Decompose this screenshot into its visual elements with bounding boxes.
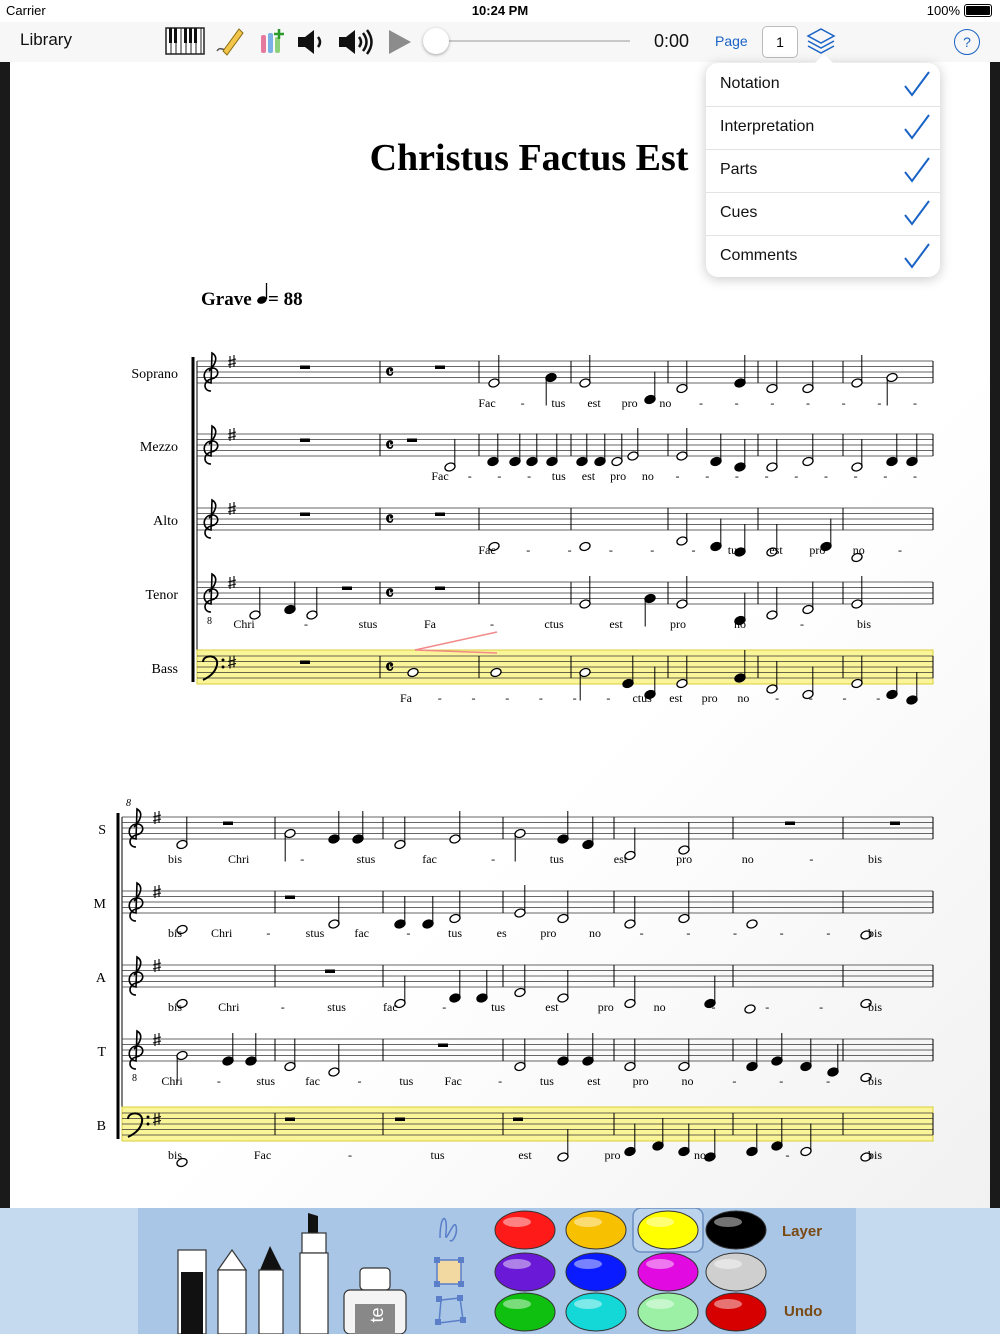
lyric-syllable: pro xyxy=(670,617,686,631)
lyric-syllable: bis xyxy=(167,1148,183,1162)
lyric-syllable: bis xyxy=(867,926,883,940)
pencil-white-icon[interactable] xyxy=(218,1250,246,1334)
lyric-syllable: - xyxy=(639,926,644,940)
octave-mark: 8 xyxy=(207,616,212,627)
lyric-syllable: - xyxy=(406,926,411,940)
rest xyxy=(325,970,335,974)
lyric-syllable: - xyxy=(800,617,804,631)
lyric-syllable: est xyxy=(613,852,628,866)
color-swatch[interactable] xyxy=(495,1253,555,1291)
lyric-syllable: Chri xyxy=(210,926,233,940)
layer-item-label: Notation xyxy=(720,75,780,92)
lyric-syllable: tus xyxy=(539,1074,554,1088)
lyric-syllable: - xyxy=(357,1074,362,1088)
lyric-syllable: fac xyxy=(422,852,437,866)
lyric-syllable: pro xyxy=(604,1148,621,1162)
undo-button[interactable]: Undo xyxy=(784,1303,823,1320)
color-swatch[interactable] xyxy=(706,1253,766,1291)
rest xyxy=(300,439,310,443)
lyric-syllable: tus xyxy=(491,1000,506,1014)
staff-mezzo xyxy=(140,426,933,483)
checkmark-icon xyxy=(902,155,932,185)
part-name: A xyxy=(95,971,106,986)
lyric-syllable: - xyxy=(779,926,784,940)
lyric-syllable: bis xyxy=(867,1074,883,1088)
lyric-syllable: - xyxy=(764,469,769,483)
score-system xyxy=(94,798,933,1168)
lyric-syllable: - xyxy=(883,469,888,483)
part-name: T xyxy=(97,1045,106,1060)
lyric-syllable: no xyxy=(737,691,750,705)
swatch-fill xyxy=(706,1253,766,1291)
playback-time: 0:00 xyxy=(654,31,690,51)
lyric-syllable: bis xyxy=(856,617,872,631)
rest xyxy=(435,513,445,517)
swatch-fill xyxy=(638,1293,698,1331)
freehand-stroke-icon[interactable] xyxy=(440,1219,456,1241)
lyric-syllable: - xyxy=(819,1000,824,1014)
part-name: Soprano xyxy=(131,367,178,382)
measure-number: 8 xyxy=(126,798,131,809)
lyric-syllable: - xyxy=(705,469,710,483)
rest xyxy=(285,896,295,900)
lyric-syllable: bis xyxy=(167,926,183,940)
lyric-syllable: - xyxy=(711,1000,716,1014)
highlighter-white-icon[interactable] xyxy=(300,1213,328,1334)
lyric-syllable: - xyxy=(498,1074,503,1088)
lyric-syllable: - xyxy=(775,691,780,705)
color-swatch[interactable] xyxy=(566,1293,626,1331)
key-sharp-icon xyxy=(153,885,161,898)
lyric-syllable: stus xyxy=(327,1000,346,1014)
lyric-syllable: Fac xyxy=(478,543,496,557)
bass-clef-dot xyxy=(222,659,225,662)
swatch-gloss xyxy=(646,1259,674,1269)
lyric-syllable: pro xyxy=(809,543,826,557)
carrier-label: Carrier xyxy=(6,3,46,18)
swatch-fill xyxy=(566,1293,626,1331)
lyric-syllable: Fa xyxy=(424,617,436,631)
swatch-gloss xyxy=(503,1299,531,1309)
common-time-icon: 𝄴 xyxy=(385,583,394,605)
palette-tools xyxy=(0,1208,1000,1334)
staff-m xyxy=(94,883,933,940)
color-swatch[interactable] xyxy=(638,1293,698,1331)
swatch-gloss xyxy=(714,1259,742,1269)
key-sharp-icon xyxy=(153,811,161,824)
lyric-syllable: est xyxy=(581,469,596,483)
rest xyxy=(785,822,795,826)
lyric-syllable: - xyxy=(785,1148,790,1162)
rest xyxy=(300,366,310,370)
part-name: Alto xyxy=(153,514,178,529)
lyric-syllable: - xyxy=(497,469,502,483)
lyric-syllable: - xyxy=(823,469,828,483)
lyric-syllable: pro xyxy=(632,1074,649,1088)
lyric-syllable: stus xyxy=(356,852,376,866)
swatch-gloss xyxy=(714,1217,742,1227)
part-name: Bass xyxy=(151,662,178,677)
layer-item-label: Interpretation xyxy=(720,118,815,135)
tempo-quarter-note-icon xyxy=(256,283,268,305)
checkmark-icon xyxy=(902,198,932,228)
lyric-syllable: tus xyxy=(447,926,463,940)
lyric-syllable: fac xyxy=(305,1074,320,1088)
layer-item-parts[interactable] xyxy=(706,149,940,193)
rest xyxy=(513,1118,523,1122)
lyric-syllable: stus xyxy=(358,617,378,631)
checkmark-icon xyxy=(902,69,932,99)
lyric-syllable: - xyxy=(910,691,914,705)
swatch-fill xyxy=(706,1293,766,1331)
rest xyxy=(435,366,445,370)
swatch-gloss xyxy=(646,1217,674,1227)
lyric-syllable: - xyxy=(437,691,442,705)
rest xyxy=(285,1118,295,1122)
rest xyxy=(342,587,352,591)
lyric-syllable: - xyxy=(304,617,308,631)
note-head xyxy=(746,919,758,930)
lyric-syllable: - xyxy=(608,543,613,557)
lyric-syllable: bis xyxy=(167,1000,183,1014)
lyric-syllable: - xyxy=(490,617,494,631)
score-system xyxy=(131,353,933,705)
lyric-syllable: - xyxy=(567,543,572,557)
lyric-syllable: no xyxy=(659,396,672,410)
swatch-gloss xyxy=(646,1299,674,1309)
key-sharp-icon xyxy=(228,502,236,515)
common-time-icon: 𝄴 xyxy=(385,362,394,384)
swatch-fill xyxy=(495,1293,555,1331)
bass-clef-dot xyxy=(222,666,225,669)
lyric-syllable: fac xyxy=(354,926,369,940)
layer-item-interpretation[interactable] xyxy=(706,106,940,150)
lyric-syllable: bis xyxy=(167,852,183,866)
lyric-syllable: - xyxy=(280,1000,285,1014)
swatch-gloss xyxy=(503,1259,531,1269)
lyric-syllable: bis xyxy=(867,852,883,866)
lyric-syllable: no xyxy=(681,1074,694,1088)
key-sharp-icon xyxy=(153,959,161,972)
lyric-syllable: - xyxy=(520,396,525,410)
lyric-syllable: Fac xyxy=(478,396,496,410)
lyric-syllable: - xyxy=(691,543,696,557)
color-swatch[interactable] xyxy=(706,1293,766,1331)
bass-clef-dot xyxy=(147,1123,150,1126)
checkmark-icon xyxy=(902,112,932,142)
bass-clef-dot xyxy=(147,1116,150,1119)
color-swatch[interactable] xyxy=(638,1253,698,1291)
common-time-icon: 𝄴 xyxy=(385,509,394,531)
lyric-syllable: tus xyxy=(430,1148,445,1162)
key-sharp-icon xyxy=(228,355,236,368)
lyric-syllable: - xyxy=(877,396,882,410)
rest xyxy=(223,822,233,826)
key-sharp-icon xyxy=(153,1033,161,1046)
key-sharp-icon xyxy=(228,576,236,589)
layer-item-comments[interactable] xyxy=(706,235,940,278)
lyric-syllable: - xyxy=(606,691,611,705)
lyric-syllable: - xyxy=(491,852,496,866)
lyric-syllable: ctus xyxy=(544,617,564,631)
staff-t xyxy=(97,1031,933,1088)
battery-percent: 100% xyxy=(926,3,960,18)
color-swatch[interactable] xyxy=(566,1211,626,1249)
swatch-gloss xyxy=(574,1259,602,1269)
checkmark-icon xyxy=(902,241,932,271)
lyric-syllable: tus xyxy=(551,469,566,483)
lyric-syllable: - xyxy=(841,396,846,410)
lyric-syllable: Chri xyxy=(227,852,250,866)
layer-item-label: Parts xyxy=(720,161,758,178)
color-swatch[interactable] xyxy=(706,1211,766,1249)
lyric-syllable: - xyxy=(809,852,814,866)
lyric-syllable: - xyxy=(806,396,810,410)
help-button[interactable]: ? xyxy=(954,29,980,55)
staff-a xyxy=(96,957,933,1014)
eraser-icon[interactable] xyxy=(344,1268,406,1334)
swatch-gloss xyxy=(714,1299,742,1309)
swatch-fill xyxy=(566,1211,626,1249)
lyric-syllable: - xyxy=(650,543,655,557)
swatch-gloss xyxy=(503,1217,531,1227)
lyric-syllable: no xyxy=(734,617,746,631)
select-lasso-icon[interactable] xyxy=(435,1295,466,1325)
lyric-syllable: fac xyxy=(383,1000,398,1014)
rest xyxy=(300,661,310,665)
swatch-fill xyxy=(495,1211,555,1249)
staff-s xyxy=(98,809,933,866)
key-sharp-icon xyxy=(228,428,236,441)
lyric-syllable: no xyxy=(852,543,865,557)
pen-black-icon[interactable] xyxy=(259,1246,283,1334)
color-swatch[interactable] xyxy=(495,1293,555,1331)
lyric-syllable: est xyxy=(545,1000,559,1014)
lyric-syllable: - xyxy=(913,396,917,410)
lyric-syllable: - xyxy=(876,691,881,705)
lyric-syllable: - xyxy=(794,469,799,483)
lyric-syllable: est xyxy=(518,1148,532,1162)
lyric-syllable: - xyxy=(734,396,739,410)
lyric-syllable: est xyxy=(587,1074,601,1088)
swatch-fill xyxy=(638,1211,698,1249)
lyric-syllable: - xyxy=(765,1000,770,1014)
swatch-gloss xyxy=(574,1217,602,1227)
lyric-syllable: est xyxy=(769,543,783,557)
lyric-syllable: - xyxy=(442,1000,447,1014)
lyric-syllable: no xyxy=(694,1148,706,1162)
color-swatch[interactable] xyxy=(633,1208,703,1252)
tempo-value: = 88 xyxy=(268,289,303,310)
lyric-syllable: - xyxy=(699,396,703,410)
tempo-label: Grave xyxy=(201,289,252,310)
lyric-syllable: tus xyxy=(551,396,566,410)
note-head xyxy=(579,541,591,552)
staff-soprano xyxy=(131,353,933,410)
staff-tenor xyxy=(146,574,933,631)
lyric-syllable: no xyxy=(589,926,601,940)
lyric-syllable: - xyxy=(732,1074,737,1088)
lyric-syllable: pro xyxy=(597,1000,614,1014)
lyric-syllable: - xyxy=(853,469,858,483)
lyric-syllable: stus xyxy=(256,1074,276,1088)
rest xyxy=(395,1118,405,1122)
layer-item-label: Comments xyxy=(720,247,798,264)
lyric-syllable: Chri xyxy=(218,1000,240,1014)
rest xyxy=(890,822,900,826)
select-rectangle-icon[interactable] xyxy=(434,1257,464,1287)
octave-mark: 8 xyxy=(132,1073,137,1084)
lyric-syllable: - xyxy=(572,691,577,705)
lyric-syllable: - xyxy=(526,543,531,557)
layer-button[interactable]: Layer xyxy=(782,1223,823,1240)
lyric-syllable: - xyxy=(348,1148,352,1162)
lyric-syllable: - xyxy=(471,691,476,705)
lyric-syllable: Fa xyxy=(400,691,412,705)
layers-dropdown xyxy=(706,63,940,277)
swatch-gloss xyxy=(574,1299,602,1309)
lyric-syllable: - xyxy=(779,1074,784,1088)
layer-item-notation[interactable] xyxy=(706,63,940,107)
lyric-syllable: no xyxy=(741,852,754,866)
lyric-syllable: bis xyxy=(867,1000,883,1014)
lyric-syllable: tus xyxy=(399,1074,414,1088)
lyric-syllable: no xyxy=(641,469,654,483)
score-title: Christus Factus Est xyxy=(369,137,689,179)
staff-bass xyxy=(152,650,933,705)
lyric-syllable: - xyxy=(826,926,831,940)
page-number-field[interactable]: 1 xyxy=(762,26,798,58)
lyric-syllable: - xyxy=(300,852,305,866)
lyric-syllable: Fac xyxy=(431,469,449,483)
rest xyxy=(438,1044,448,1048)
common-time-icon: 𝄴 xyxy=(385,657,394,679)
staff-alto xyxy=(153,500,933,563)
part-name: Tenor xyxy=(145,588,178,603)
lyric-syllable: - xyxy=(527,469,532,483)
staff-b xyxy=(97,1107,933,1168)
lyric-syllable: - xyxy=(842,691,847,705)
rest xyxy=(435,587,445,591)
lyric-syllable: - xyxy=(808,691,813,705)
lyric-syllable: - xyxy=(733,926,737,940)
lyric-syllable: tus xyxy=(727,543,742,557)
lyric-syllable: Fac xyxy=(444,1074,462,1088)
swatch-fill xyxy=(706,1211,766,1249)
marker-black-icon[interactable] xyxy=(178,1250,206,1334)
lyric-syllable: pro xyxy=(540,926,557,940)
color-swatch[interactable] xyxy=(566,1253,626,1291)
lyric-syllable: - xyxy=(216,1074,221,1088)
lyric-syllable: - xyxy=(826,1074,831,1088)
lyric-syllable: - xyxy=(734,469,739,483)
lyric-syllable: - xyxy=(505,691,510,705)
lyric-syllable: Fac xyxy=(253,1148,272,1162)
lyric-syllable: Chri xyxy=(161,1074,183,1088)
lyric-syllable: pro xyxy=(621,396,638,410)
lyric-syllable: - xyxy=(913,469,917,483)
lyric-syllable: - xyxy=(538,691,543,705)
note-head xyxy=(744,1004,756,1015)
lyric-syllable: - xyxy=(686,926,691,940)
lyric-syllable: - xyxy=(266,926,271,940)
lyric-syllable: no xyxy=(653,1000,666,1014)
lyric-syllable: - xyxy=(770,396,775,410)
part-name: B xyxy=(96,1119,106,1134)
rest xyxy=(407,439,417,443)
swatch-fill xyxy=(566,1253,626,1291)
lyric-syllable: - xyxy=(898,543,902,557)
lyric-syllable: ctus xyxy=(632,691,652,705)
lyric-syllable: Chri xyxy=(233,617,255,631)
lyric-syllable: stus xyxy=(305,926,325,940)
part-name: Mezzo xyxy=(139,440,178,455)
lyric-syllable: pro xyxy=(610,469,627,483)
rest xyxy=(300,513,310,517)
part-name: M xyxy=(93,897,106,912)
layer-item-label: Cues xyxy=(720,204,758,221)
part-name: S xyxy=(98,823,106,838)
lyric-syllable: bis xyxy=(867,1148,883,1162)
lyric-syllable: est xyxy=(669,691,683,705)
eraser-label: te xyxy=(367,1307,387,1323)
library-button[interactable]: Library xyxy=(20,30,72,49)
lyric-syllable: pro xyxy=(701,691,718,705)
swatch-fill xyxy=(495,1253,555,1291)
page-button[interactable]: Page xyxy=(715,33,748,49)
common-time-icon: 𝄴 xyxy=(385,435,394,457)
lyric-syllable: - xyxy=(675,469,680,483)
color-swatch[interactable] xyxy=(495,1211,555,1249)
lyric-syllable: tus xyxy=(549,852,564,866)
lyric-syllable: pro xyxy=(676,852,693,866)
clock: 10:24 PM xyxy=(471,3,529,18)
lyric-syllable: est xyxy=(587,396,601,410)
lyric-syllable: est xyxy=(609,617,623,631)
lyric-syllable: - xyxy=(467,469,472,483)
lyric-syllable: es xyxy=(496,926,507,940)
swatch-fill xyxy=(638,1253,698,1291)
layer-item-cues[interactable] xyxy=(706,192,940,236)
